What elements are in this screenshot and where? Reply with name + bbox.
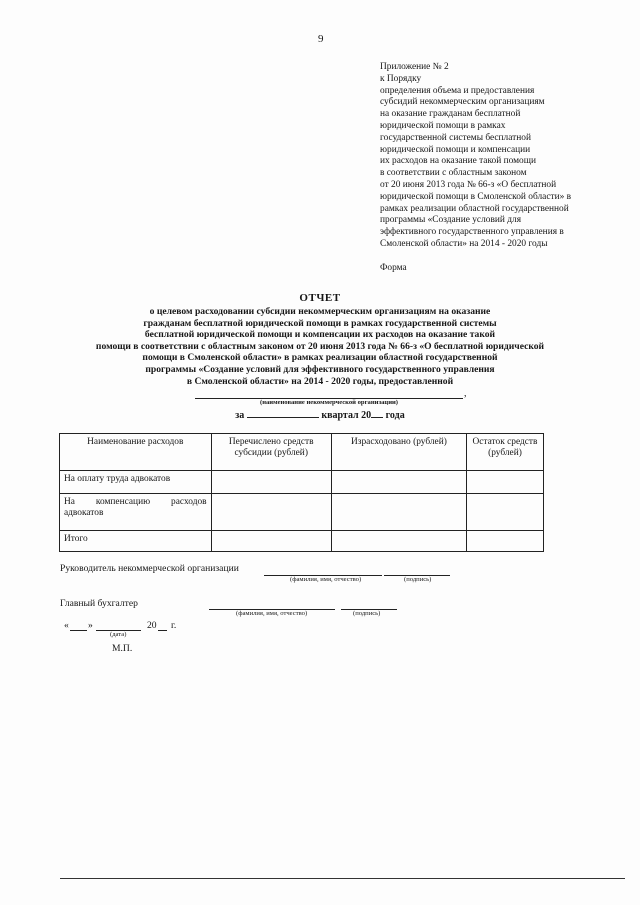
- period-prefix: за: [235, 410, 245, 421]
- annex-line: юридической помощи в Смоленской области» в: [380, 191, 572, 202]
- accountant-sign-caption: (подпись): [353, 610, 381, 617]
- table-row: [60, 531, 544, 552]
- table-cell[interactable]: [466, 531, 543, 552]
- accountant-name-caption: (фамилия, имя, отчество): [236, 610, 308, 617]
- org-name-caption: (наименование некоммерческой организации): [260, 399, 398, 406]
- annex-block: [380, 62, 620, 275]
- date-caption: (дата): [110, 631, 127, 638]
- period-middle: квартал 20: [321, 410, 372, 421]
- report-period: [0, 408, 640, 421]
- annex-line: определения объема и предоставления: [380, 85, 535, 96]
- table-cell[interactable]: [331, 531, 466, 552]
- quarter-blank[interactable]: [247, 408, 319, 418]
- subtitle-line: помощи в Смоленской области» в рамках реализации областной государственной: [142, 352, 498, 364]
- date-year-blank[interactable]: [158, 630, 167, 631]
- table-cell[interactable]: [466, 494, 543, 531]
- date-day-blank[interactable]: [70, 630, 87, 631]
- annex-line: рамках реализации областной государственной: [380, 203, 569, 214]
- expense-table: [59, 433, 544, 552]
- annex-line: юридической помощи и компенсации: [380, 144, 531, 155]
- table-header-row: [60, 434, 544, 471]
- report-subtitle: [60, 306, 580, 387]
- annex-line: Приложение № 2: [380, 62, 449, 72]
- table-cell[interactable]: [211, 494, 331, 531]
- column-header: Остаток средств (рублей): [466, 434, 543, 471]
- head-signature-label: Руководитель некоммерческой организации: [60, 563, 239, 574]
- column-header: Перечислено средств субсидии (рублей): [211, 434, 331, 471]
- expense-name-cell: На компенсацию расходов адвокатов: [60, 494, 212, 531]
- annex-line: к Порядку: [380, 73, 422, 84]
- date-year-prefix: 20: [147, 620, 157, 631]
- expense-name-cell: На оплату труда адвокатов: [60, 471, 212, 494]
- subtitle-line: бесплатной юридической помощи и компенсации их расходов на оказание такой: [144, 329, 496, 341]
- head-name-caption: (фамилия, имя, отчество): [290, 576, 362, 583]
- annex-line: на оказание гражданам бесплатной: [380, 109, 521, 120]
- table-row: [60, 471, 544, 494]
- table-cell[interactable]: [331, 471, 466, 494]
- annex-line: их расходов на оказание такой помощи: [380, 156, 536, 167]
- date-open-quote: «: [64, 620, 69, 631]
- org-comma: ,: [464, 388, 467, 399]
- year-blank[interactable]: [371, 408, 383, 418]
- column-header: Наименование расходов: [60, 434, 212, 471]
- annex-line: в соответствии с областным законом: [380, 168, 527, 179]
- subtitle-line: помощи в соответствии с областным законом от 20 июня 2013 года № 66-з «О бесплатной юридической: [95, 340, 545, 352]
- table-cell[interactable]: [211, 471, 331, 494]
- table-cell[interactable]: [466, 471, 543, 494]
- table-row: [60, 494, 544, 531]
- period-suffix: года: [385, 410, 405, 421]
- column-header: Израсходовано (рублей): [331, 434, 466, 471]
- bottom-divider: [60, 878, 625, 879]
- subtitle-line: гражданам бесплатной юридической помощи в рамках государственной системы: [143, 317, 497, 329]
- table-cell[interactable]: [331, 494, 466, 531]
- subtitle-line: о целевом расходовании субсидии некоммерческим организациям на оказание: [149, 306, 491, 317]
- date-year-suffix: г.: [171, 620, 177, 631]
- annex-line: программы «Создание условий для: [380, 215, 522, 226]
- page-number: 9: [318, 33, 324, 45]
- expense-name-cell: Итого: [60, 531, 212, 552]
- table-cell[interactable]: [211, 531, 331, 552]
- annex-line: государственной системы бесплатной: [380, 132, 531, 143]
- report-title: ОТЧЕТ: [299, 292, 341, 304]
- subtitle-line: программы «Создание условий для эффективного государственного управления: [145, 363, 495, 375]
- annex-line: субсидий некоммерческим организациям: [380, 97, 545, 108]
- head-sign-caption: (подпись): [404, 576, 432, 583]
- subtitle-line: в Смоленской области» на 2014 - 2020 годы, предоставленной: [186, 375, 454, 387]
- annex-line: от 20 июня 2013 года № 66-з «О бесплатной: [380, 179, 557, 190]
- date-close-quote: »: [88, 620, 93, 631]
- annex-line: Смоленской области» на 2014 - 2020 годы: [380, 238, 548, 249]
- annex-line: эффективного государственного управления в: [380, 227, 564, 238]
- stamp-label: М.П.: [112, 643, 133, 654]
- accountant-signature-label: Главный бухгалтер: [60, 598, 138, 609]
- form-label: Форма: [380, 262, 407, 273]
- annex-line: юридической помощи в рамках: [380, 120, 506, 131]
